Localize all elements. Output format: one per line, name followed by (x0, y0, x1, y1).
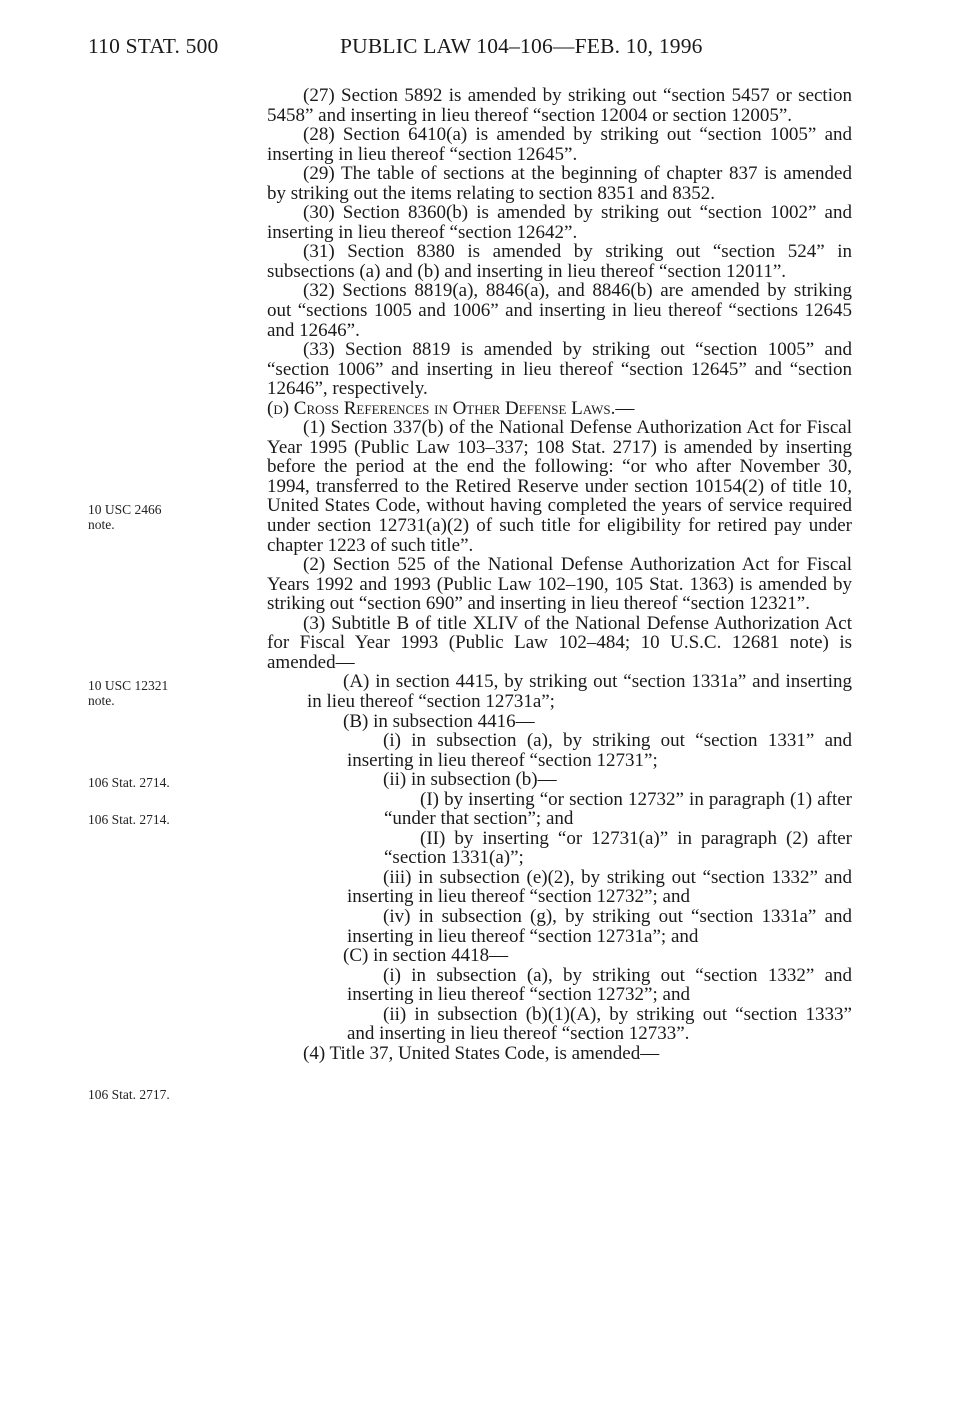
margin-note: 106 Stat. 2714. (88, 812, 170, 827)
paragraph: (33) Section 8819 is amended by striking out “section 1005” and “section 1006” and inserting in lieu thereof “section 12645” and “section 12646”, respectively. (267, 339, 852, 400)
subparagraph: (B) in subsection 4416— (343, 710, 535, 732)
paragraph: (3) Subtitle B of title XLIV of the National Defense Authorization Act for Fiscal Year 1993 (Public Law 102–484; 10 U.S.C. 12681 note) is amended— (267, 612, 852, 673)
subparagraph: (C) in section 4418— (343, 945, 509, 967)
subparagraph: (A) in section 4415, by striking out “section 1331a” and inserting in lieu thereof “section 12731a”; (307, 671, 852, 712)
section-heading: (d) Cross References in Other Defense Laws.— (267, 397, 635, 419)
paragraph: (31) Section 8380 is amended by striking out “section 524” in subsections (a) and (b) and inserting in lieu thereof “section 12011”. (267, 241, 852, 282)
clause: (iii) in subsection (e)(2), by striking out “section 1332” and inserting in lieu thereof “section 12732”; and (347, 866, 852, 908)
clause: (i) in subsection (a), by striking out “section 1331” and inserting in lieu thereof “section 12731”; (347, 730, 852, 771)
document-body (267, 86, 852, 1063)
page-title: PUBLIC LAW 104–106—FEB. 10, 1996 (340, 34, 703, 58)
paragraph: (28) Section 6410(a) is amended by striking out “section 1005” and inserting in lieu thereof “section 12645”. (267, 124, 852, 165)
paragraph: (32) Sections 8819(a), 8846(a), and 8846(b) are amended by striking out “sections 1005 and 1006” and inserting in lieu thereof “sections 12645 and 12646”. (267, 280, 852, 341)
page-header (88, 34, 703, 59)
paragraph: (30) Section 8360(b) is amended by striking out “section 1002” and inserting in lieu thereof “section 12642”. (267, 202, 852, 243)
margin-note: 10 USC 2466 note. (88, 502, 162, 532)
margin-note: 106 Stat. 2714. (88, 775, 170, 790)
clause: (ii) in subsection (b)(1)(A), by striking out “section 1333” and inserting in lieu thereof “section 12733”. (347, 1003, 852, 1045)
clause: (iv) in subsection (g), by striking out “section 1331a” and inserting in lieu thereof “section 12731a”; and (347, 905, 852, 947)
margin-note: 10 USC 12321 note. (88, 678, 169, 708)
margin-note: 106 Stat. 2717. (88, 1087, 170, 1102)
clause: (i) in subsection (a), by striking out “section 1332” and inserting in lieu thereof “section 12732”; and (347, 964, 852, 1006)
page-reference: 110 STAT. 500 (88, 34, 219, 58)
paragraph: (4) Title 37, United States Code, is amended— (303, 1042, 660, 1064)
subclause: (II) by inserting “or 12731(a)” in paragraph (2) after “section 1331(a)”; (384, 827, 852, 869)
clause: (ii) in subsection (b)— (383, 769, 557, 791)
paragraph: (2) Section 525 of the National Defense Authorization Act for Fiscal Years 1992 and 1993 (Public Law 102–190, 105 Stat. 1363) is amended by striking out “section 690” and inserting in lieu thereof “section 12321”. (267, 554, 852, 615)
paragraph: (27) Section 5892 is amended by striking out “section 5457 or section 5458” and inserting in lieu thereof “section 12004 or section 12005”. (267, 85, 852, 126)
subclause: (I) by inserting “or section 12732” in paragraph (1) after “under that section”; and (384, 788, 852, 830)
paragraph: (29) The table of sections at the beginning of chapter 837 is amended by striking out the items relating to section 8351 and 8352. (267, 163, 852, 204)
paragraph: (1) Section 337(b) of the National Defense Authorization Act for Fiscal Year 1995 (Public Law 103–337; 108 Stat. 2717) is amended by inserting before the period at the end the following: “or who after November 30, 1994, transferred to the Retired Reserve under section 10154(2) of title 10, United States Code, without having completed the years of service required under section 12731(a)(2) of such title for eligibility for retired pay under chapter 1223 of such title”. (267, 417, 852, 556)
